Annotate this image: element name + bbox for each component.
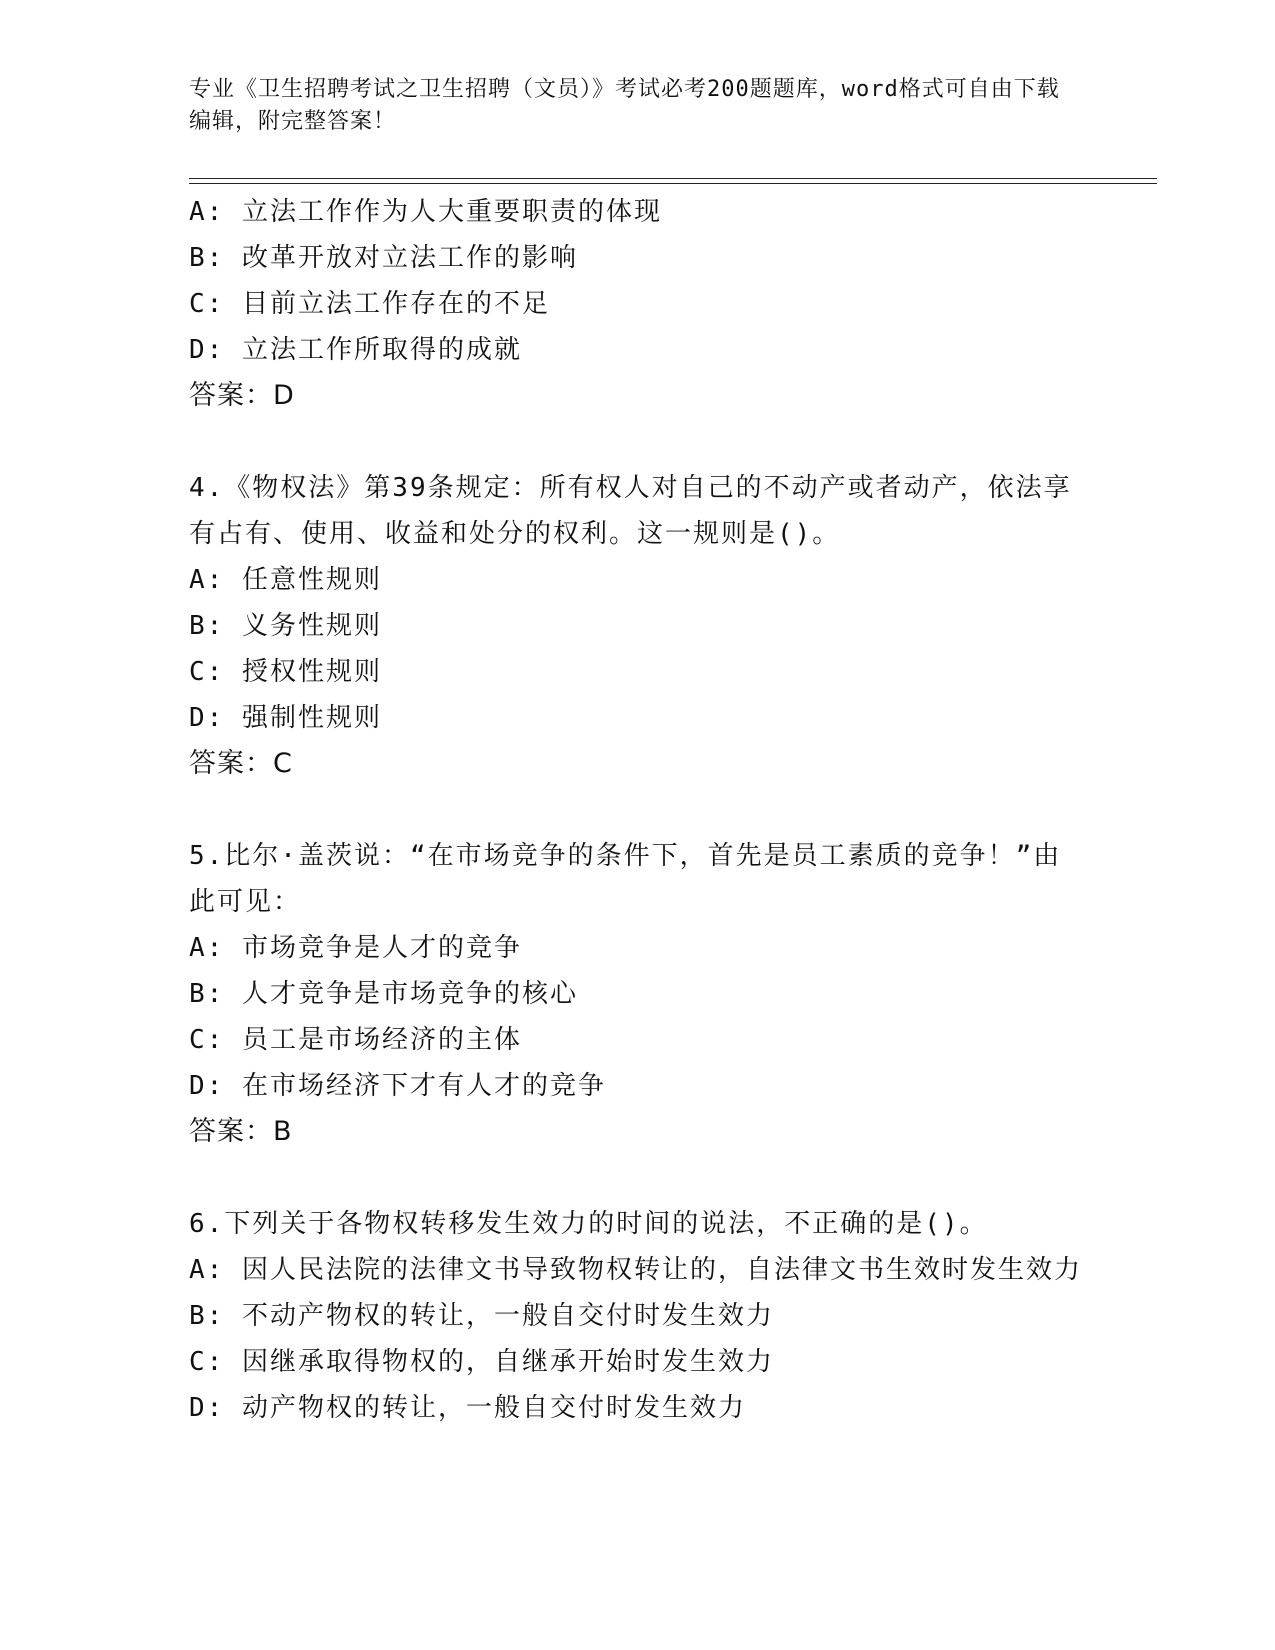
- question-block: [189, 1201, 1089, 1431]
- answer-line: 答案：C: [189, 748, 293, 779]
- block-spacer: [189, 787, 1089, 833]
- option-b: B: 不动产物权的转让，一般自交付时发生效力: [189, 1301, 774, 1331]
- block-spacer: [189, 419, 1089, 465]
- question-block: [189, 189, 1089, 419]
- option-b: B: 改革开放对立法工作的影响: [189, 243, 578, 273]
- answer-line: 答案：B: [189, 1116, 293, 1147]
- option-d: D: 立法工作所取得的成就: [189, 335, 522, 365]
- option-c: C: 目前立法工作存在的不足: [189, 289, 550, 319]
- answer-line: 答案：D: [189, 380, 295, 411]
- question-list: [189, 189, 1089, 1431]
- question-block: [189, 465, 1089, 787]
- option-a: A: 立法工作作为人大重要职责的体现: [189, 197, 662, 227]
- option-d: D: 动产物权的转让，一般自交付时发生效力: [189, 1393, 746, 1423]
- document-header: 专业《卫生招聘考试之卫生招聘（文员）》考试必考200题题库，word格式可自由下载编辑，附完整答案！: [189, 77, 1060, 134]
- header-divider-bottom: [189, 183, 1157, 184]
- question-block: [189, 833, 1089, 1155]
- option-b: B: 人才竞争是市场竞争的核心: [189, 979, 578, 1009]
- option-d: D: 强制性规则: [189, 703, 382, 733]
- option-c: C: 授权性规则: [189, 657, 382, 687]
- header-divider-top: [189, 178, 1157, 179]
- block-spacer: [189, 1155, 1089, 1201]
- question-text: 4.《物权法》第39条规定：所有权人对自己的不动产或者动产，依法享有占有、使用、收益和处分的权利。这一规则是()。: [189, 473, 1072, 549]
- question-text: 5.比尔·盖茨说：“在市场竞争的条件下，首先是员工素质的竞争！”由此可见：: [189, 841, 1062, 917]
- option-c: C: 员工是市场经济的主体: [189, 1025, 522, 1055]
- option-b: B: 义务性规则: [189, 611, 382, 641]
- question-text: 6.下列关于各物权转移发生效力的时间的说法，不正确的是()。: [189, 1209, 988, 1239]
- option-a: A: 因人民法院的法律文书导致物权转让的，自法律文书生效时发生效力: [189, 1255, 1082, 1285]
- option-c: C: 因继承取得物权的，自继承开始时发生效力: [189, 1347, 774, 1377]
- option-a: A: 市场竞争是人才的竞争: [189, 933, 522, 963]
- option-d: D: 在市场经济下才有人才的竞争: [189, 1071, 606, 1101]
- option-a: A: 任意性规则: [189, 565, 382, 595]
